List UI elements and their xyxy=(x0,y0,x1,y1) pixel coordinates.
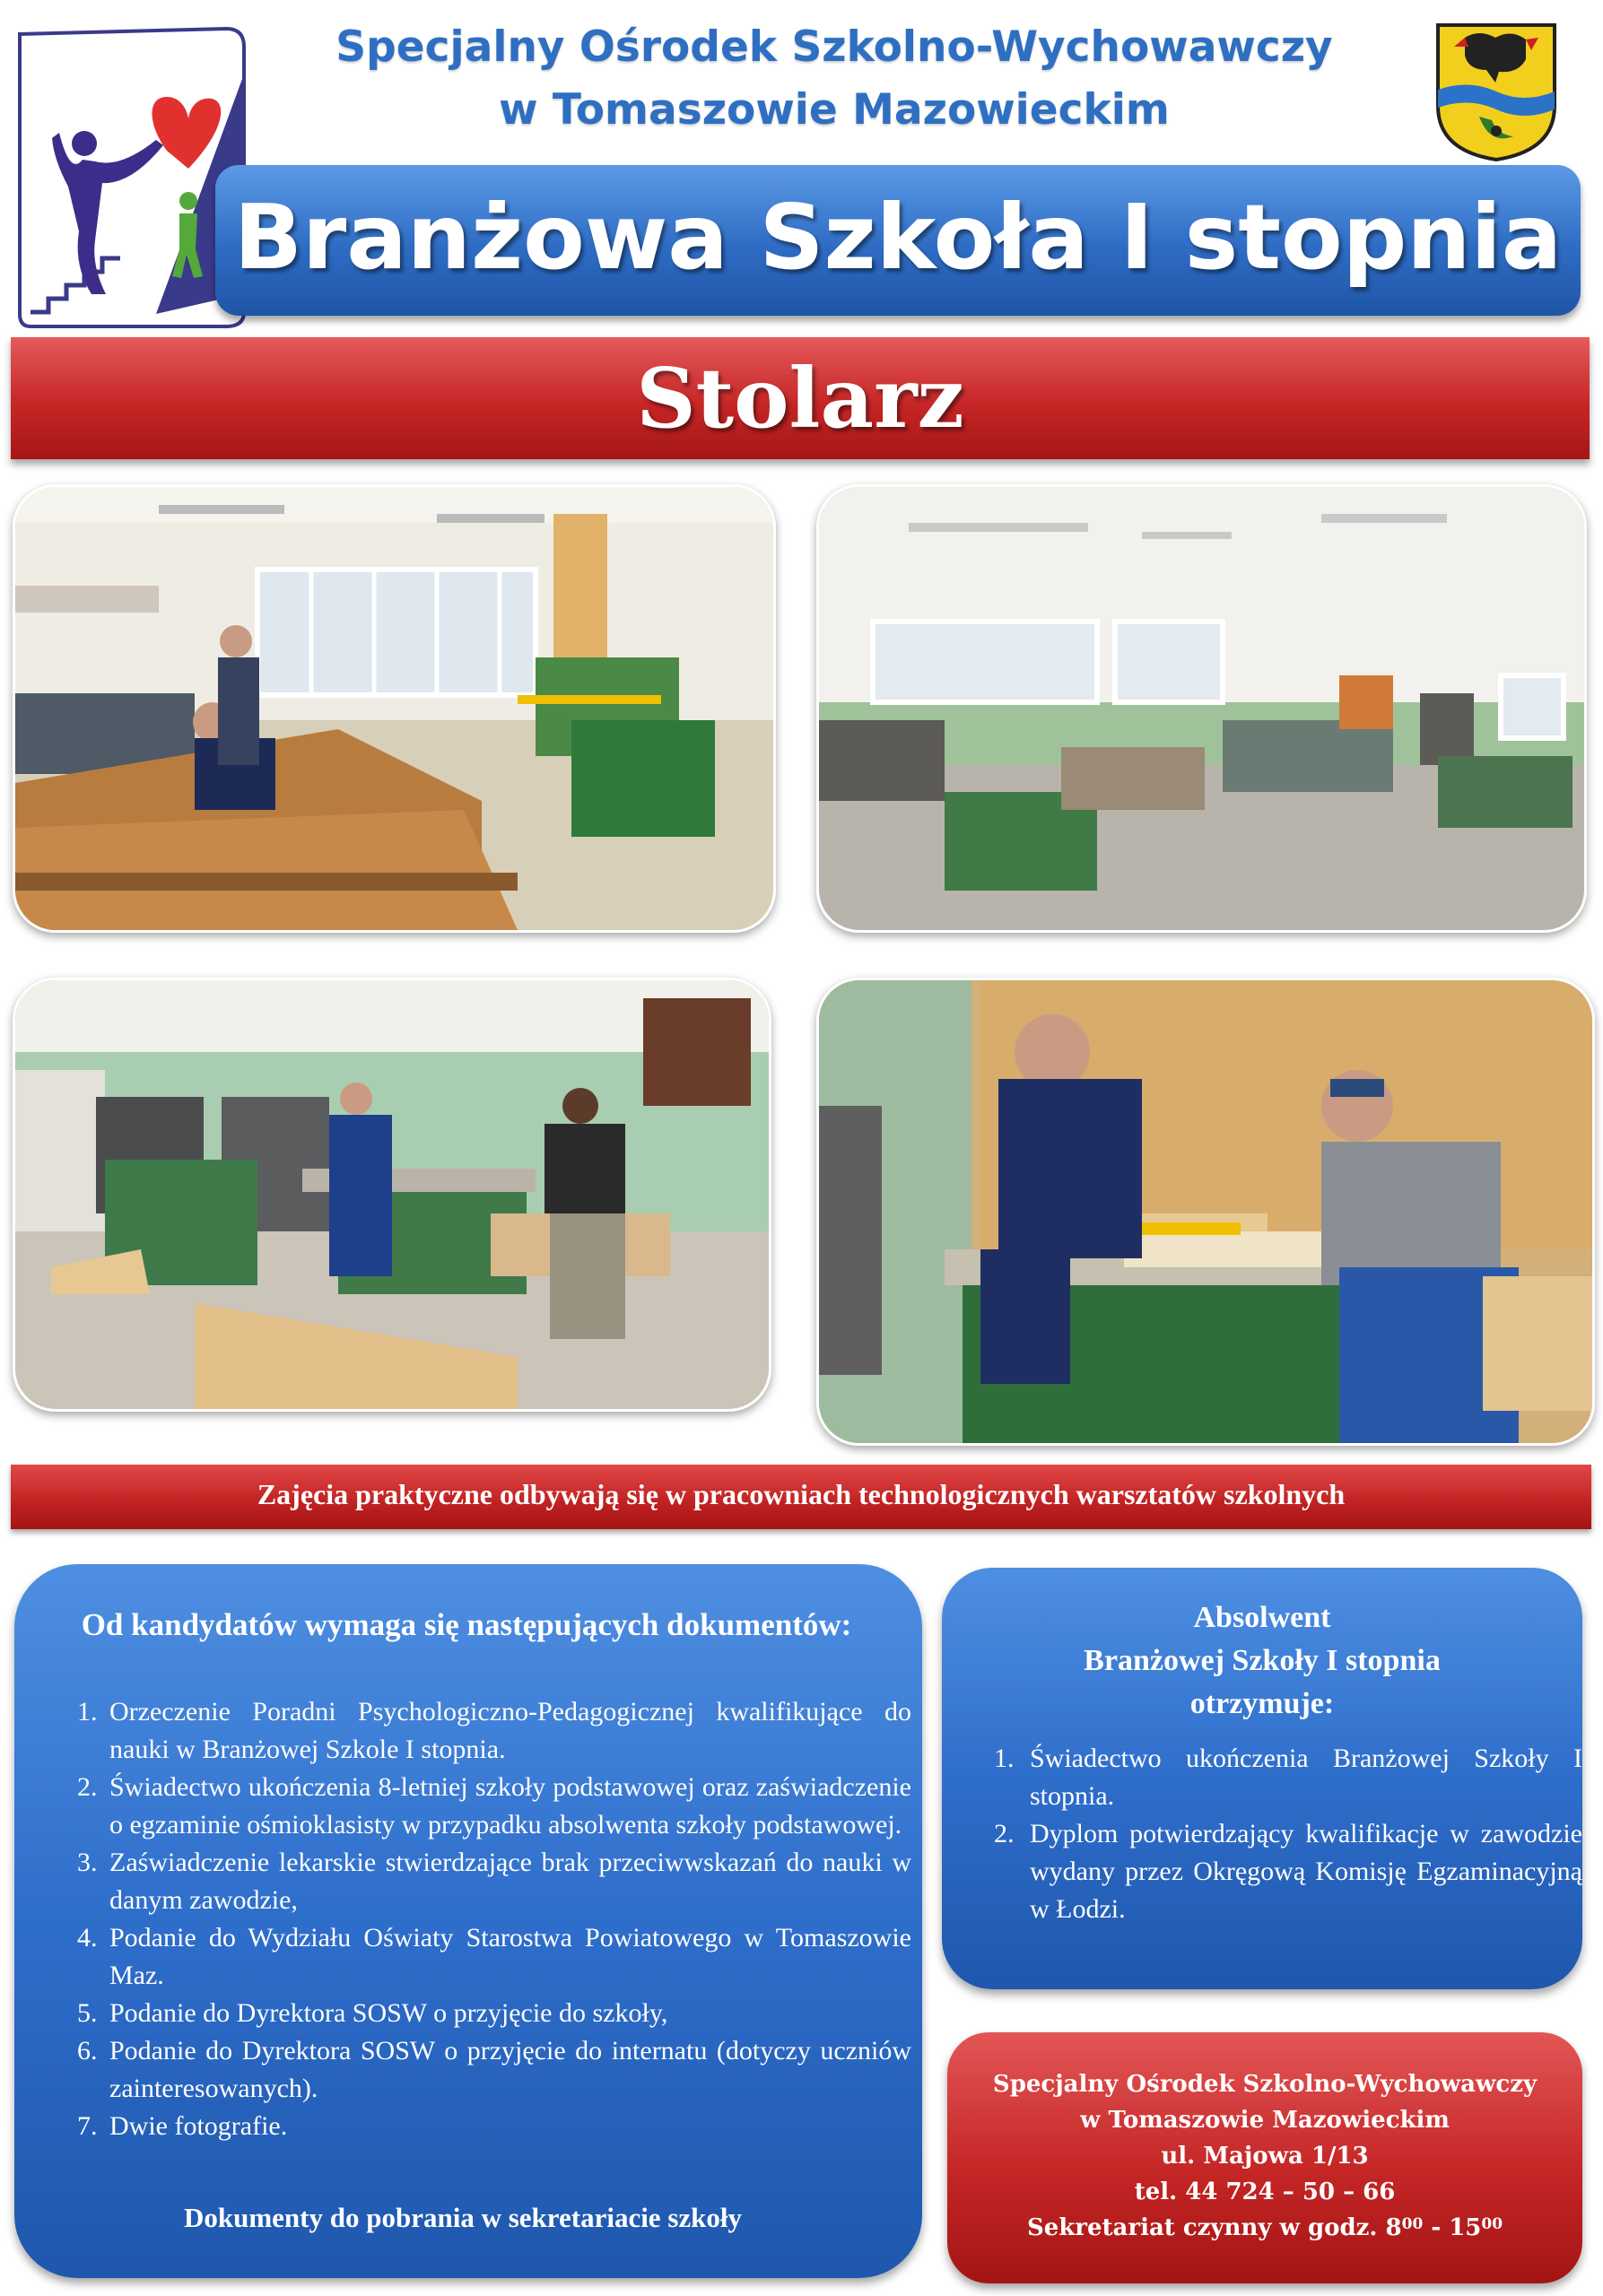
requirements-list xyxy=(59,1693,911,2145)
hours-separator: - 15 xyxy=(1423,2214,1482,2241)
contact-address: ul. Majowa 1/13 xyxy=(1161,2143,1369,2170)
workshop-caption: Zajęcia praktyczne odbywają się w pracowniach technologicznych warsztatów szkolnych xyxy=(257,1478,1346,1510)
hours-close-minutes: 00 xyxy=(1481,2215,1503,2233)
photo-planer-machine xyxy=(13,978,771,1412)
contact-hours xyxy=(947,2210,1582,2246)
documents-download-note: Dokumenty do pobrania w sekretariacie szkoły xyxy=(183,2202,742,2233)
school-logo-icon xyxy=(13,25,248,330)
contact-phone: tel. 44 724 – 50 – 66 xyxy=(1134,2179,1396,2205)
graduate-title-line3: otrzymuje: xyxy=(1189,1687,1335,1720)
school-logo xyxy=(13,25,248,330)
contact-city: w Tomaszowie Mazowieckim xyxy=(1080,2107,1450,2134)
graduate-title-line1: Absolwent xyxy=(1193,1601,1331,1634)
graduate-title-line2: Branżowej Szkoły I stopnia xyxy=(1084,1644,1441,1677)
hours-prefix: Sekretariat czynny w godz. 8 xyxy=(1026,2214,1402,2241)
requirement-item: 2. Świadectwo ukończenia 8-letniej szkoły podstawowej oraz zaświadczenie o egzaminie ośmioklasisty w przypadku absolwenta szkoły podstawowej. xyxy=(104,1769,911,1844)
requirement-item: 5. Podanie do Dyrektora SOSW o przyjęcie do szkoły, xyxy=(104,1995,911,2032)
coat-of-arms xyxy=(1433,20,1560,163)
graduate-item: 1. Świadectwo ukończenia Branżowej Szkoły I stopnia. xyxy=(1021,1740,1582,1815)
graduate-item: 2. Dyplom potwierdzający kwalifikacje w zawodzie wydany przez Okręgową Komisję Egzaminacyjną w Łodzi. xyxy=(1021,1815,1582,1928)
requirement-item: 1. Orzeczenie Poradni Psychologiczno-Pedagogicznej kwalifikujące do nauki w Branżowej Szkole I stopnia. xyxy=(104,1693,911,1769)
contact-info xyxy=(947,2066,1582,2246)
requirement-item: 7. Dwie fotografie. xyxy=(104,2108,911,2145)
graduate-title xyxy=(969,1596,1555,1726)
photo-workshop-students xyxy=(13,484,776,933)
school-name-line1: Specjalny Ośrodek Szkolno-Wychowawczy xyxy=(335,22,1333,72)
crest-icon xyxy=(1433,20,1560,163)
photo-empty-workshop xyxy=(816,484,1587,933)
photo-table-saw xyxy=(816,978,1595,1446)
contact-school-name: Specjalny Ośrodek Szkolno-Wychowawczy xyxy=(992,2071,1538,2098)
requirement-item: 3. Zaświadczenie lekarskie stwierdzające brak przeciwwskazań do nauki w danym zawodzie, xyxy=(104,1844,911,1919)
requirement-item: 6. Podanie do Dyrektora SOSW o przyjęcie do internatu (dotyczy uczniów zainteresowanych). xyxy=(104,2032,911,2108)
requirements-title: Od kandydatów wymaga się następujących dokumentów: xyxy=(81,1607,852,1642)
school-name-line2: w Tomaszowie Mazowieckim xyxy=(499,85,1170,135)
graduate-list xyxy=(981,1740,1582,1928)
hours-open-minutes: 00 xyxy=(1401,2215,1424,2233)
school-name xyxy=(296,16,1372,142)
school-type-title: Branżowa Szkoła I stopnia xyxy=(233,185,1563,290)
requirement-item: 4. Podanie do Wydziału Oświaty Starostwa Powiatowego w Tomaszowie Maz. xyxy=(104,1919,911,1995)
profession-title: Stolarz xyxy=(636,350,964,447)
